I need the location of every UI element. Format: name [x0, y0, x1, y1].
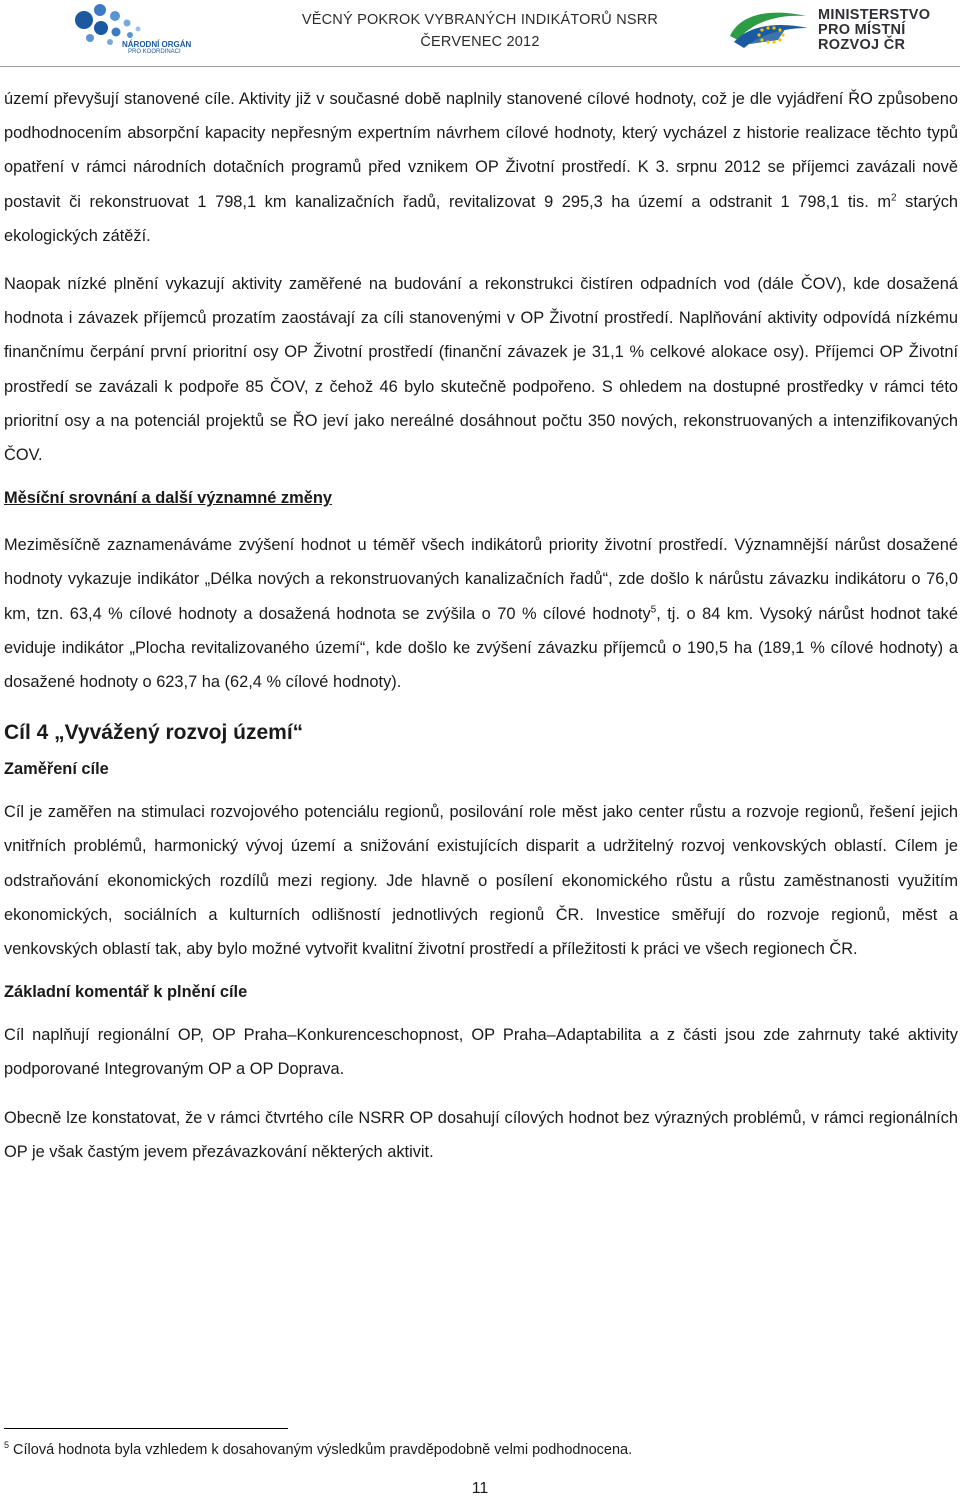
footnote-ref[interactable]: 5 — [650, 604, 657, 616]
header-title-line2: ČERVENEC 2012 — [420, 34, 540, 50]
mmr-logo-line3: ROZVOJ ČR — [818, 37, 906, 53]
mmr-logo-swoosh-icon — [726, 6, 812, 52]
footnote-text: Cílová hodnota byla vzhledem k dosahovaným výsledkům pravděpodobně velmi podhodnocena. — [13, 1442, 633, 1458]
paragraph-3 — [4, 528, 958, 699]
mmr-logo-line1: MINISTERSTVO — [818, 7, 931, 23]
paragraph-6: Obecně lze konstatovat, že v rámci čtvrtého cíle NSRR OP dosahují cílových hodnot bez výrazných problémů, v rámci regionálních OP je však častým jevem přezávazkování některých aktivit. — [4, 1108, 958, 1161]
subheading-focus: Zaměření cíle — [4, 760, 109, 779]
paragraph-4: Cíl je zaměřen na stimulaci rozvojového potenciálu regionů, posilování role měst jako center růstu a rozvoje regionů, řešení jejich vnitřních problémů, harmonický vývoj území a snižování existujících disparit a udržitelný rozvoj venkovských oblastí. Cílem je odstraňování ekonomických rozdílů mezi regiony. Jde hlavně o posílení ekonomického růstu a růstu zaměstnanosti využitím ekonomických, sociálních a kulturních odlišností jednotlivých regionů ČR. Investice směřují do rozvoje regionů, měst a venkovských oblastí tak, aby bylo možné vytvořit kvalitní životní prostředí a příležitosti k práci ve všech regionech ČR. — [4, 803, 958, 959]
header-title-line1: VĚCNÝ POKROK VYBRANÝCH INDIKÁTORŮ NSRR — [301, 12, 659, 28]
nok-logo-line1: NÁRODNÍ ORGÁN — [122, 40, 192, 49]
nok-logo — [70, 2, 192, 58]
page-header — [0, 0, 960, 62]
paragraph-5: Cíl naplňují regionální OP, OP Praha–Konkurenceschopnost, OP Praha–Adaptabilita a z části jsou zde zahrnuty také aktivity podporované Integrovaným OP a OP Doprava. — [4, 1026, 958, 1079]
superscript-m2: 2 — [891, 192, 897, 204]
paragraph-3-end: , tj. o 84 km. Vysoký nárůst hodnot také eviduje indikátor „Plocha revitalizovaného území“, kde došlo ke zvýšení závazku příjemců o 190,5 ha (189,1 % cílové hodnoty) a dosažené hodnoty o 623,7 ha (62,4 % cílové hodnoty). — [4, 604, 958, 692]
nok-logo-line2: PRO KOORDINACI — [128, 49, 181, 55]
mmr-logo-text — [818, 8, 930, 53]
header-title — [270, 9, 690, 53]
goal-heading: Cíl 4 „Vyvážený rozvoj území“ — [4, 721, 304, 745]
footnote-number: 5 — [4, 1440, 10, 1451]
header-divider — [0, 66, 960, 67]
paragraph-2: Naopak nízké plnění vykazují aktivity zaměřené na budování a rekonstrukci čistíren odpadních vod (dále ČOV), kde dosažená hodnota i závazek příjemců prozatím zaostávají za cíli stanovenými v OP Životní prostředí. Naplňování aktivity odpovídá nízkému finančnímu čerpání první prioritní osy OP Životní prostředí (finanční závazek je 31,1 % celkové alokace osy). Příjemci OP Životní prostředí se zavázali k podpoře 85 ČOV, z čehož 46 bylo skutečně podpořeno. S ohledem na dostupné prostředky v rámci této prioritní osy a na potenciál projektů se ŘO jeví jako nereálné dosáhnout počtu 350 nových, rekonstruovaných a intenzifikovaných ČOV. — [4, 275, 958, 465]
page-number: 11 — [471, 1480, 489, 1497]
mmr-logo-line2: PRO MÍSTNÍ — [818, 22, 906, 38]
footnote-separator — [4, 1428, 288, 1429]
paragraph-3-text: Meziměsíčně zaznamenáváme zvýšení hodnot u téměř všech indikátorů priority životní prostředí. Významnější nárůst dosažené hodnoty vykazuje indikátor „Délka nových a rekonstruovaných kanalizačních řadů“, zde došlo k nárůstu závazku indikátoru o 76,0 km, tzn. 63,4 % cílové hodnoty a dosažená hodnota se zvýšila o 70 % cílové hodnoty — [4, 536, 958, 623]
mmr-logo — [726, 6, 936, 56]
footnote — [4, 1440, 632, 1460]
paragraph-1-text: území převyšují stanovené cíle. Aktivity již v současné době naplnily stanovené cílové hodnoty, což je dle vyjádření ŘO způsobeno podhodnocením absorpční kapacity nepřesným expertním návrhem cílové hodnoty, který vycházel z historie realizace těchto typů opatření v rámci národních dotačních programů před vznikem OP Životní prostředí. K 3. srpnu 2012 se příjemci zavázali nově postavit či rekonstruovat 1 798,1 km kanalizačních řadů, revitalizovat 9 295,3 ha území a odstranit 1 798,1 tis. m — [4, 90, 958, 211]
paragraph-1-end: starých ekologických zátěží. — [4, 192, 959, 245]
document-body — [4, 82, 958, 1183]
subheading-comment: Základní komentář k plnění cíle — [4, 983, 248, 1002]
paragraph-1 — [4, 82, 958, 253]
section-heading-monthly: Měsíční srovnání a další významné změny — [4, 489, 332, 508]
